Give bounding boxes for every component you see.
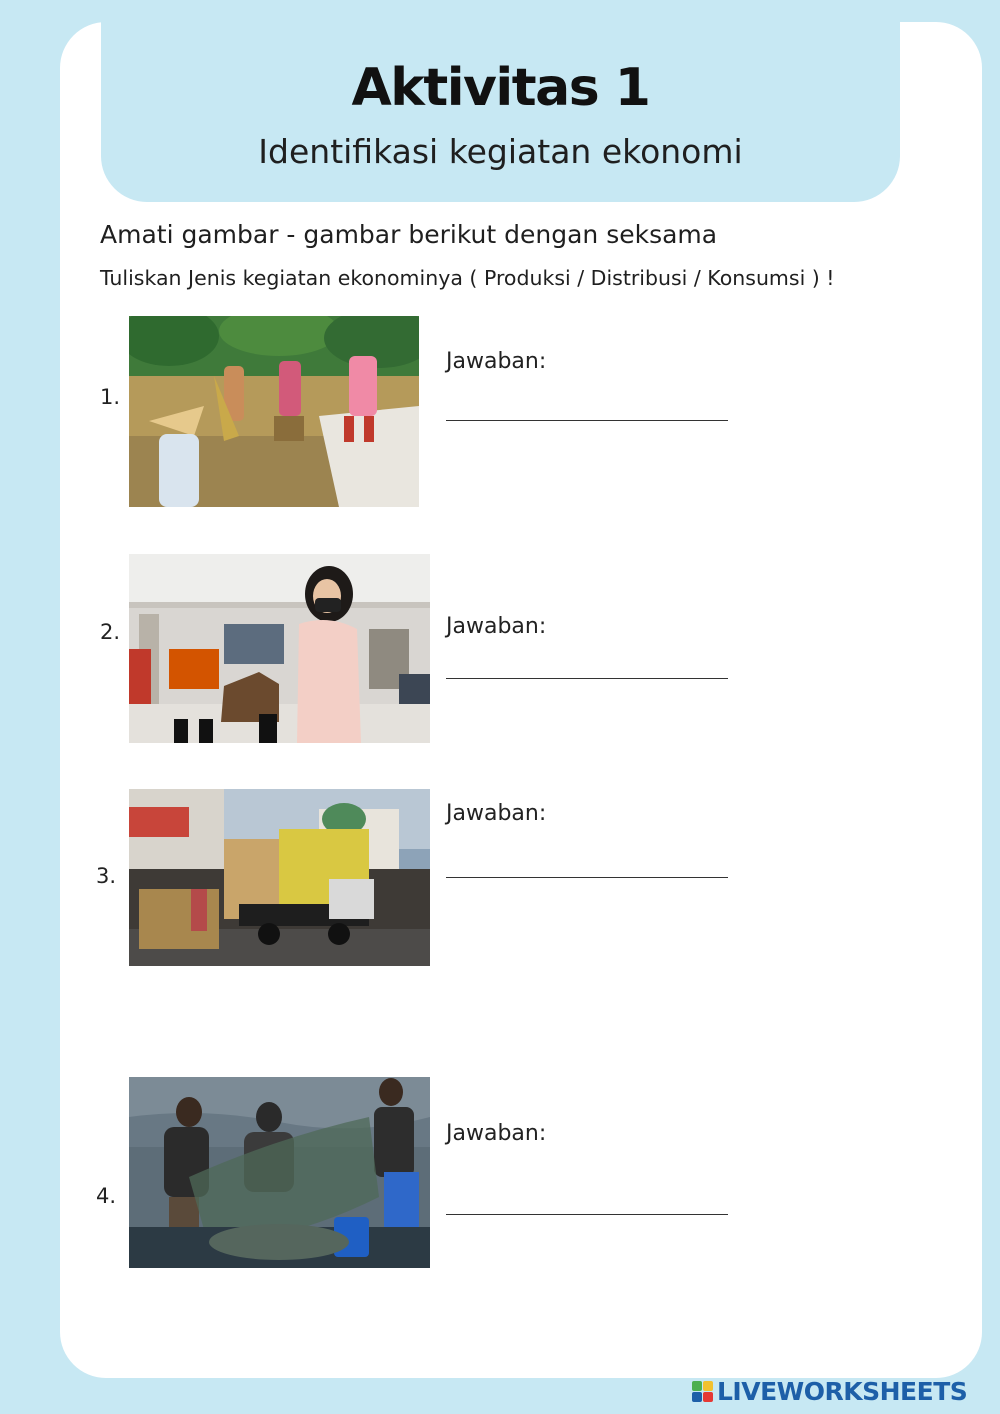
answer-input-3[interactable] — [446, 855, 728, 878]
answer-input-1[interactable] — [446, 398, 728, 421]
answer-label-2: Jawaban: — [446, 614, 547, 639]
fishermen-net-photo — [129, 1077, 430, 1268]
page-subtitle: Identifikasi kegiatan ekonomi — [258, 132, 743, 171]
answer-label-1: Jawaban: — [446, 349, 547, 374]
question-number-1: 1. — [100, 385, 121, 409]
instruction-write: Tuliskan Jenis kegiatan ekonominya ( Produksi / Distribusi / Konsumsi ) ! — [100, 266, 835, 290]
market-truck-photo — [129, 789, 430, 966]
liveworksheets-logo — [692, 1376, 967, 1406]
answer-input-4[interactable] — [446, 1192, 728, 1215]
question-number-2: 2. — [100, 620, 121, 644]
question-number-4: 4. — [96, 1184, 117, 1208]
brand-name: LIVEWORKSHEETS — [717, 1376, 968, 1406]
answer-label-4: Jawaban: — [446, 1121, 547, 1146]
liveworksheets-icon — [692, 1381, 713, 1402]
answer-label-3: Jawaban: — [446, 801, 547, 826]
instruction-observe: Amati gambar - gambar berikut dengan seksama — [100, 220, 718, 249]
answer-input-2[interactable] — [446, 656, 728, 679]
shoe-shopping-photo — [129, 554, 430, 743]
question-number-3: 3. — [96, 864, 117, 888]
rice-harvest-photo — [129, 316, 419, 507]
page-title: Aktivitas 1 — [351, 58, 650, 118]
